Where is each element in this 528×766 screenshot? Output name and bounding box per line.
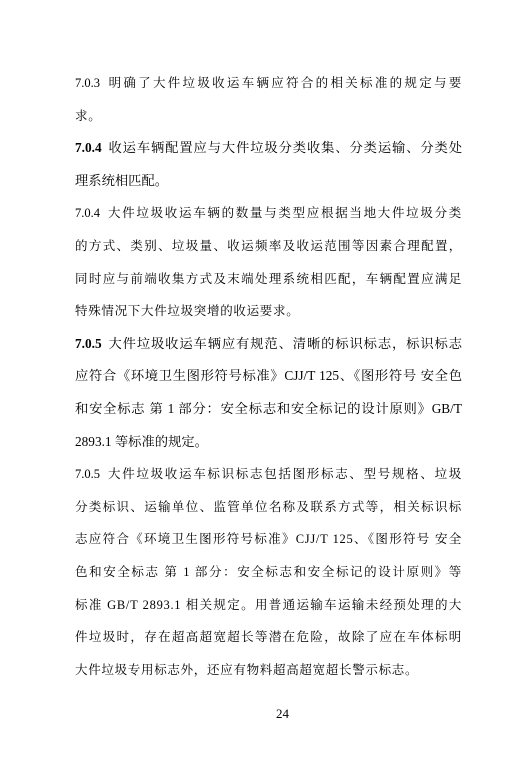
clause-line bbox=[75, 426, 462, 459]
line-text: 件垃圾时，存在超高超宽超长等潜在危险，故除了应在车体标明 bbox=[75, 630, 462, 645]
clause-line bbox=[75, 393, 462, 426]
explanation-line bbox=[75, 589, 462, 622]
line-text: 理系统相匹配。 bbox=[75, 172, 169, 188]
explanation-line bbox=[75, 100, 462, 133]
line-text: 大件垃圾收运车辆应有规范、清晰的标识标志，标识标志 bbox=[107, 335, 462, 351]
line-text: 明确了大件垃圾收运车辆应符合的相关标准的规定与要 bbox=[107, 76, 462, 90]
clause-line bbox=[75, 328, 462, 361]
line-text: 应符合《环境卫生图形符号标准》CJJ/T 125、《图形符号 安全色 bbox=[75, 368, 462, 384]
clause-number: 7.0.5 bbox=[75, 335, 102, 351]
line-text: 和安全标志 第 1 部分：安全标志和安全标记的设计原则》GB/T bbox=[75, 400, 462, 416]
clause-line bbox=[75, 165, 462, 198]
explanation-7-0-4 bbox=[75, 197, 462, 327]
line-text: 大件垃圾收运车辆的数量与类型应根据当地大件垃圾分类 bbox=[107, 206, 462, 221]
explanation-number: 7.0.5 bbox=[75, 467, 100, 482]
line-text: 2893.1 等标准的规定。 bbox=[75, 433, 208, 449]
explanation-line bbox=[75, 295, 462, 328]
explanation-line bbox=[75, 197, 462, 230]
explanation-line bbox=[75, 523, 462, 556]
line-text: 同时应与前端收集方式及末端处理系统相匹配，车辆配置应满足 bbox=[75, 271, 462, 286]
line-text: 标准 GB/T 2893.1 相关规定。用普通运输车运输未经预处理的大 bbox=[75, 597, 462, 612]
explanation-line bbox=[75, 458, 462, 491]
line-text: 收运车辆配置应与大件垃圾分类收集、分类运输、分类处 bbox=[107, 140, 462, 156]
line-text: 志应符合《环境卫生图形符号标准》CJJ/T 125、《图形符号 安全 bbox=[75, 532, 462, 547]
explanation-line bbox=[75, 491, 462, 524]
explanation-line bbox=[75, 263, 462, 296]
line-text: 的方式、类别、垃圾量、收运频率及收运范围等因素合理配置， bbox=[75, 238, 462, 253]
line-text: 色和安全标志 第 1 部分：安全标志和安全标记的设计原则》等 bbox=[75, 564, 462, 579]
page-number: 24 bbox=[276, 706, 289, 721]
clause-7-0-4 bbox=[75, 132, 462, 197]
explanation-line bbox=[75, 67, 462, 100]
explanation-number: 7.0.4 bbox=[75, 206, 100, 221]
clause-line bbox=[75, 132, 462, 165]
explanation-line bbox=[75, 556, 462, 589]
line-text: 大件垃圾收运车标识标志包括图形标志、型号规格、垃圾 bbox=[107, 467, 462, 482]
explanation-line bbox=[75, 621, 462, 654]
line-text: 求。 bbox=[75, 108, 102, 123]
explanation-line bbox=[75, 230, 462, 263]
line-text: 分类标识、运输单位、监管单位名称及联系方式等，相关标识标 bbox=[75, 499, 462, 514]
explanation-line bbox=[75, 654, 462, 687]
clause-number: 7.0.4 bbox=[75, 140, 102, 156]
line-text: 大件垃圾专用标志外，还应有物料超高超宽超长警示标志。 bbox=[75, 662, 419, 677]
clause-line bbox=[75, 360, 462, 393]
line-text: 特殊情况下大件垃圾突增的收运要求。 bbox=[75, 304, 300, 319]
text-column bbox=[75, 67, 462, 686]
clause-7-0-5 bbox=[75, 328, 462, 458]
explanation-7-0-5 bbox=[75, 458, 462, 686]
explanation-7-0-3 bbox=[75, 67, 462, 132]
explanation-number: 7.0.3 bbox=[75, 76, 100, 90]
